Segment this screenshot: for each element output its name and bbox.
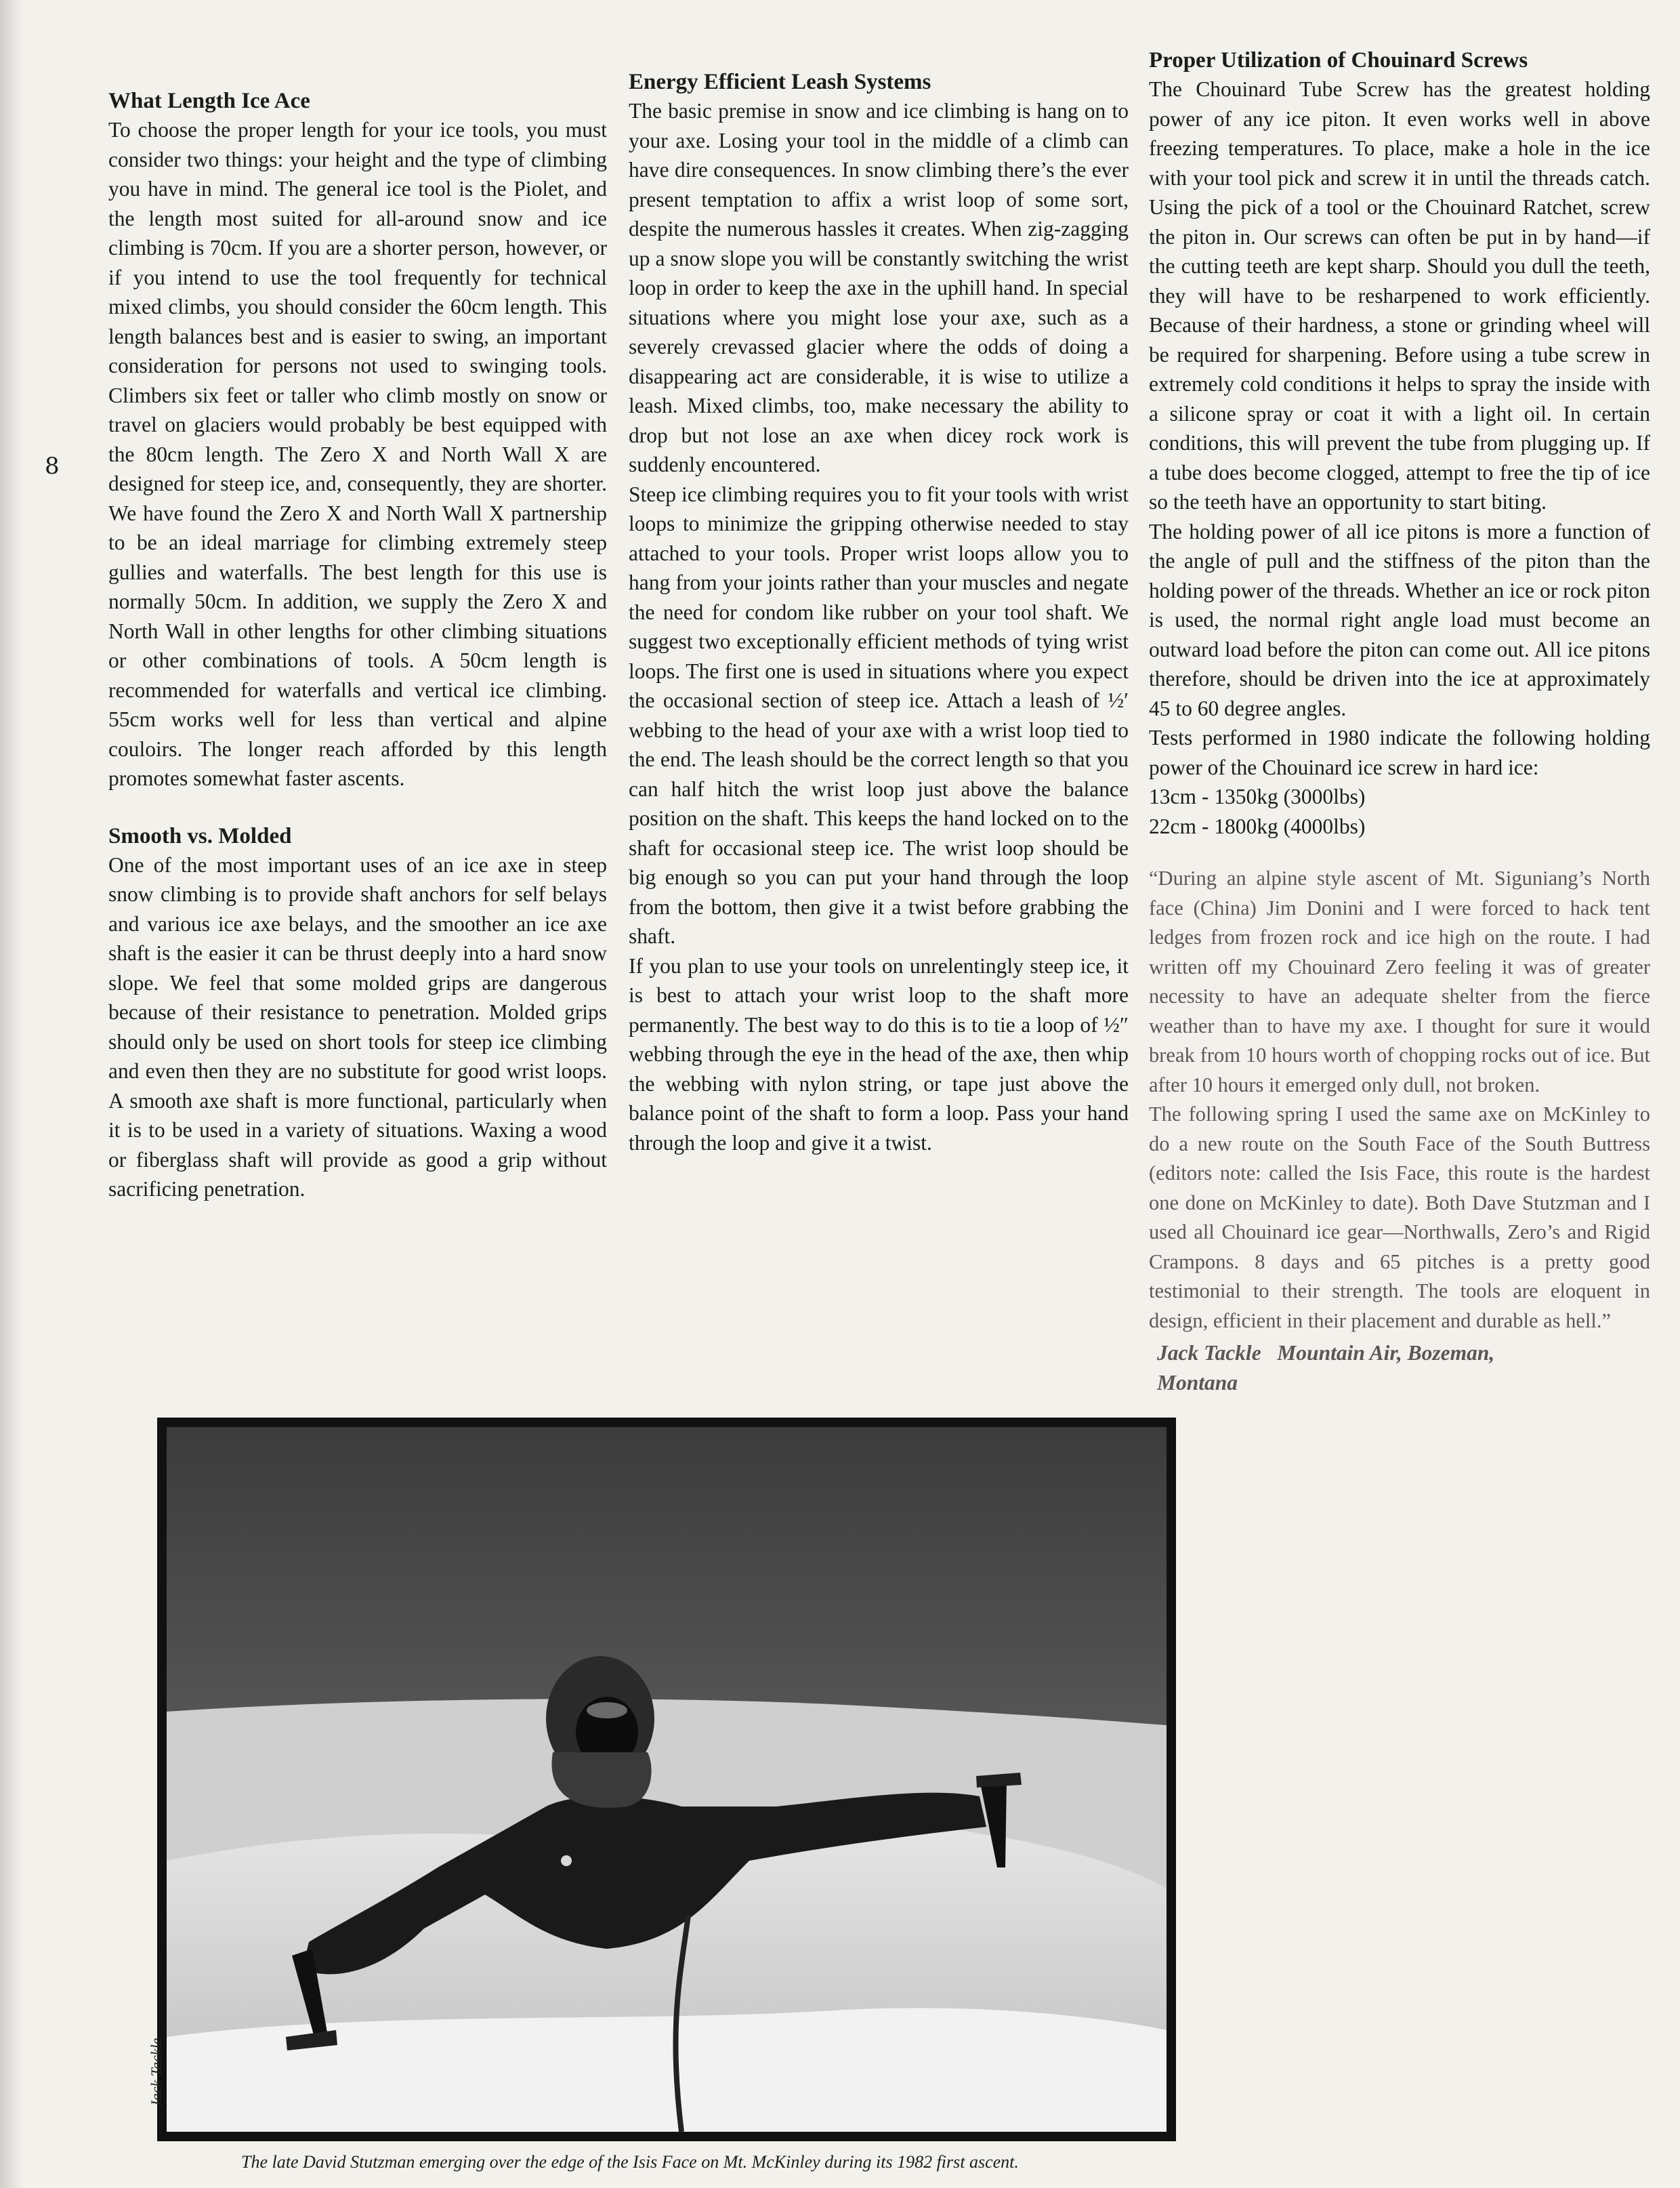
testimonial-paragraph-2: The following spring I used the same axe on McKinley to do a new route on the South Face of the South Buttress (editors note: called the Isis Face, this route is the hardest one done on McKinley to date). Both Dave Stutzman and I used all Chouinard ice gear—Northwalls, Zero’s and Rigid Crampons. 8 days and 65 pitches is a pretty good testimonial to their strength. The tools are eloquent in design, efficient in their placement and durable as hell.” [1149, 1102, 1650, 1332]
photo-credit: Jack Tackle [148, 2038, 165, 2107]
paragraph-screws-3: Tests performed in 1980 indicate the following holding power of the Chouinard ice screw in hard ice: [1149, 726, 1650, 779]
heading-what-length: What Length Ice Ace [108, 89, 310, 113]
photo-frame [157, 1418, 1176, 2141]
testimonial-paragraph-1: “During an alpine style ascent of Mt. Siguniang’s North face (China) Jim Donini and I were forced to hack tent ledges from frozen rock and ice high on the route. I had written off my Chouinard Zero feeling it was of greater necessity to have an adequate shelter from the fierce weather than to have my axe. I thought for sure it would break from 10 hours worth of chopping rocks out of ice. But after 10 hours it emerged only dull, not broken. [1149, 867, 1650, 1096]
photo-caption: The late David Stutzman emerging over the edge of the Isis Face on Mt. McKinley during its 1982 first ascent. [241, 2152, 1019, 2172]
column-right [1149, 46, 1650, 1397]
paragraph-screws-2: The holding power of all ice pitons is more a function of the angle of pull and the stiffness of the piton than the holding power of the threads. Whether an ice or rock piton is used, the normal right angle load must become an outward load before the piton can come out. All ice pitons therefore, should be driven into the ice at approximately 45 to 60 degree angles. [1149, 519, 1650, 720]
paragraph-screws-1: The Chouinard Tube Screw has the greatest holding power of any ice piton. It even works well in above freezing temperatures. To place, make a hole in the ice with your tool pick and screw it in until the threads catch. Using the pick of a tool or the Chouinard Ratchet, screw the piton in. Our screws can often be put in by hand—if the cutting teeth are kept sharp. Should you dull the teeth, they will have to be resharpened to work efficiently. Because of their hardness, a stone or grinding wheel will be required for sharpening. Before using a tube screw in extremely cold conditions it helps to spray the inside with a silicone spray or coat it with a light oil. In certain conditions, this will prevent the tube from plugging up. If a tube does become clogged, attempt to free the tip of ice so the teeth have an opportunity to start biting. [1149, 77, 1650, 514]
paragraph-smooth-vs-molded: One of the most important uses of an ice axe in steep snow climbing is to provide shaft anchors for self belays and various ice axe belays, and the smoother an ice axe shaft is the easier it can be thrust deeply into a hard snow slope. We feel that some molded grips are dangerous because of their resistance to penetration. Molded grips should only be used on short tools for steep ice climbing and even then they are no substitute for good wrist loops. A smooth axe shaft is more functional, particularly when it is to be used in a variety of situations. Waxing a wood or fiberglass shaft will provide as good a grip without sacrificing penetration. [108, 852, 607, 1201]
heading-smooth-vs-molded: Smooth vs. Molded [108, 823, 292, 848]
heading-chouinard-screws: Proper Utilization of Chouinard Screws [1149, 48, 1528, 73]
climber-photo [167, 1427, 1167, 2132]
climber-photo-illustration [167, 1427, 1167, 2132]
paragraph-leash-3: If you plan to use your tools on unrelentingly steep ice, it is best to attach your wrist loop to the shaft more permanently. The best way to do this is to tie a loop of ½″ webbing through the eye in the head of the axe, then whip the webbing with nylon string, or tape just above the balance point of the shaft to form a loop. Pass your hand through the loop and give it a twist. [629, 953, 1129, 1155]
column-middle [629, 68, 1129, 1157]
page-binding-shadow [0, 0, 23, 2188]
paragraph-leash-2: Steep ice climbing requires you to fit your tools with wrist loops to minimize the gripping otherwise needed to stay attached to your tools. Proper wrist loops allow you to hang from your joints rather than your muscles and negate the need for condom like rubber on your tool shaft. We suggest two exceptionally efficient methods of tying wrist loops. The first one is used in situations where you expect the occasional section of steep ice. Attach a leash of ½′ webbing to the head of your axe with a wrist loop tied to the end. The leash should be the correct length so that you can half hitch the wrist loop just above the balance position on the shaft. This keeps the hand locked on to the shaft for occasional steep ice. The wrist loop should be big enough so you can put your hand through the loop from the bottom, then give it a twist before grabbing the shaft. [629, 482, 1129, 948]
column-left [108, 87, 607, 1204]
attribution-line-2: Montana [1157, 1370, 1238, 1395]
test-result-22cm: 22cm - 1800kg (4000lbs) [1149, 814, 1366, 838]
paragraph-leash-1: The basic premise in snow and ice climbing is hang on to your axe. Losing your tool in the middle of a climb can have dire consequences. In snow climbing there’s the ever present temptation to affix a wrist loop of some sort, despite the numerous hassles it creates. When zig-zagging up a snow slope you will be constantly switching the wrist loop in order to keep the axe in the uphill hand. In special situations where you might lose your axe, such as a severely crevassed glacier where the odds of doing a disappearing act are considerable, it is wise to utilize a leash. Mixed climbs, too, make necessary the ability to drop but not lose an axe when dicey rock work is suddenly encountered. [629, 99, 1129, 476]
testimonial [1149, 864, 1650, 1397]
paragraph-what-length: To choose the proper length for your ice tools, you must consider two things: your height and the type of climbing you have in mind. The general ice tool is the Piolet, and the length most suited for all-around snow and ice climbing is 70cm. If you are a shorter person, however, or if you intend to use the tool frequently for technical mixed climbs, you should consider the 60cm length. This length balances best and is easier to swing, an important consideration for persons not used to swinging tools. Climbers six feet or taller who climb mostly on snow or travel on glaciers would probably be best equipped with the 80cm length. The Zero X and North Wall X are designed for steep ice, and, consequently, they are shorter. We have found the Zero X and North Wall X partnership to be an ideal marriage for climbing extremely steep gullies and waterfalls. The best length for this use is normally 50cm. In addition, we supply the Zero X and North Wall in other lengths for other climbing situations or other combinations of tools. A 50cm length is recommended for waterfalls and vertical ice climbing. 55cm works well for less than vertical and alpine couloirs. The longer reach afforded by this length promotes somewhat faster ascents. [108, 118, 607, 790]
test-result-13cm: 13cm - 1350kg (3000lbs) [1149, 785, 1366, 808]
page-number: 8 [45, 453, 60, 480]
heading-leash-systems: Energy Efficient Leash Systems [629, 70, 931, 94]
testimonial-attribution [1157, 1338, 1650, 1397]
attribution-line-1: Jack Tackle Mountain Air, Bozeman, [1157, 1341, 1495, 1365]
